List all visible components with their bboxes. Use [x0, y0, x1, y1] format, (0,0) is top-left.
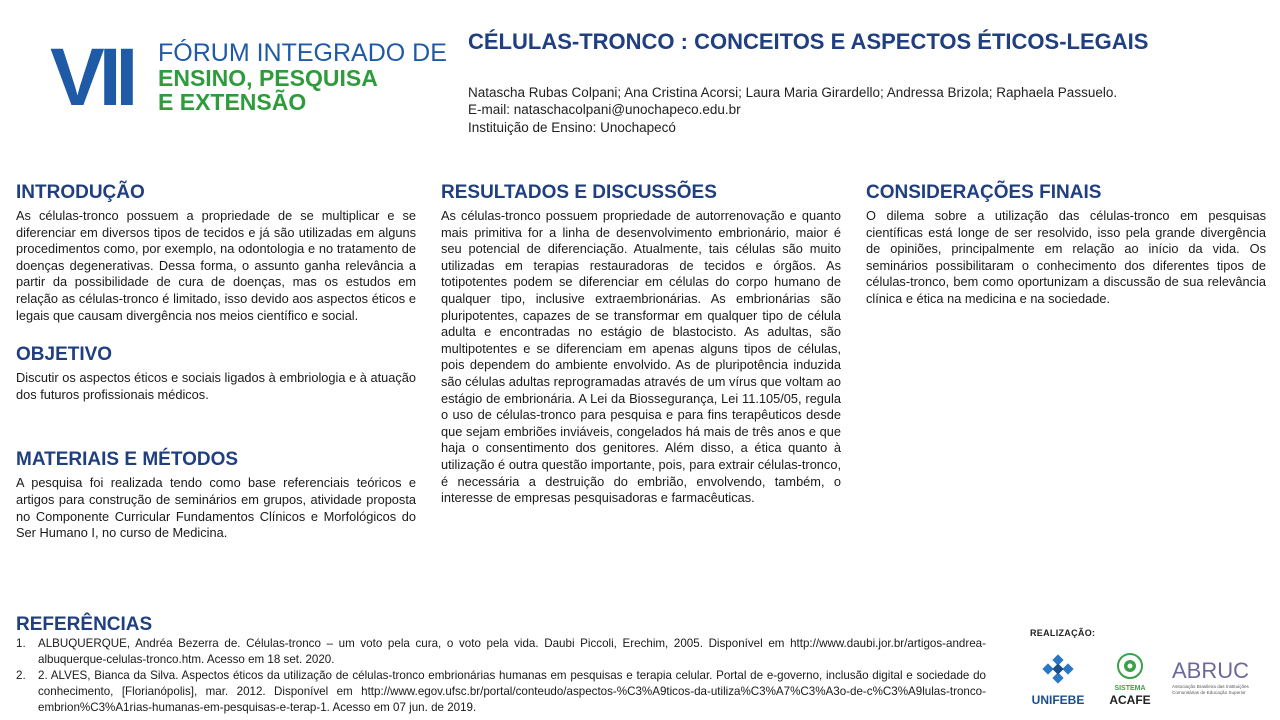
event-logo	[50, 32, 447, 123]
event-logo-line2: ENSINO, PESQUISA	[158, 65, 378, 91]
abruc-name: ABRUC	[1172, 658, 1250, 683]
section-body: O dilema sobre a utilização das células-tronco em pesquisas científicas está longe de ser resolvido, isso pela grande divergência de opiniões, principalmente em relação ao início da vida. Os seminários possibilitaram o conhecimento dos diferentes tipos de células-tronco, bem como oportunizam a discussão de sua relevância clínica e ética na medicina e na sociedade.	[866, 208, 1266, 306]
abruc-logo	[1172, 658, 1268, 708]
reference-item	[16, 668, 986, 716]
section-heading: OBJETIVO	[16, 344, 113, 366]
reference-number: 2.	[16, 669, 26, 682]
acafe-name: ACAFE	[1109, 693, 1151, 707]
middle-column	[441, 182, 841, 507]
section-heading: INTRODUÇÃO	[16, 182, 145, 203]
section-body: As células-tronco possuem propriedade de autorrenovação e quanto mais primitiva for a linha de desenvolvimento embrionário, maior é seu potencial de diferenciação. Atualmente, tais células são muito utilizadas em terapias restauradoras de tecidos e órgãos. As totipotentes podem se diferenciar em células do corpo humano de qualquer tipo, inclusive extraembrionárias. As embrionárias são pluripotentes, capazes de se transformar em qualquer tipo de célula adulta e encontradas no estágio de blastocisto. As adultas, são multipotentes e se diferenciam em apenas alguns tipos de células, pois dependem do ambiente envolvido. As de pluripotência induzida são células adultas reprogramadas através de um vírus que voltam ao estágio de embrionária. A Lei da Biossegurança, Lei 11.105/05, regula o uso de células-tronco para pesquisa e para fins terapêuticos desde que sejam embriões inviáveis, congelados há mais de três anos e que haja o consentimento dos genitores. Além disso, a ética quanto à utilização é outra questão importante, pois, para extrair células-tronco, é necessária a destruição do embrião, envolvendo, também, o interesse de empresas pesquisadoras e farmacêuticas.	[441, 208, 841, 506]
section-heading: CONSIDERAÇÕES FINAIS	[866, 182, 1102, 203]
reference-text: ALBUQUERQUE, Andréa Bezerra de. Células-tronco – um voto pela cura, o voto pela vida. Daubi Piccoli, Erechim, 2005. Disponível em http://www.daubi.jor.br/artigos-andrea-albuquerque-celulas-tronco.htm. Acesso em 18 set. 2020.	[38, 637, 986, 666]
reference-text: 2. ALVES, Bianca da Silva. Aspectos éticos da utilização de células-tronco embrionárias humanas em pesquisas e terapia celular. Portal de e-governo, inclusão digital e sociedade do conhecimento, [Florianópolis], mar. 2012. Disponível em http://www.egov.ufsc.br/portal/conteudo/aspectos-%C3%A9ticos-da-utiliza%C3%A7%C3%A3o-de-c%C3%A9lulas-tronco-embrion%C3%A1rias-humanas-em-pesquisas-e-terap-1. Acesso em 07 jun. de 2019.	[38, 669, 986, 714]
section-objective	[16, 344, 416, 403]
sponsor-label: REALIZAÇÃO:	[1030, 628, 1096, 638]
abruc-subtitle-1: Associação Brasileira das Instituições	[1172, 684, 1249, 689]
acafe-logo	[1102, 652, 1158, 707]
event-logo-roman: VII	[50, 32, 133, 123]
contact-email: E-mail: nataschacolpani@unochapeco.edu.br	[468, 102, 741, 117]
section-body: As células-tronco possuem a propriedade de se multiplicar e se diferenciar em diversos tipos de tecidos e já são utilizadas em alguns procedimentos como, por exemplo, na odontologia e no tratamento de doenças degenerativas. Dessa forma, o assunto ganha relevância a partir da possibilidade de cura de doenças, mas os estudos em relação as células-tronco é limitado, isso devido aos aspectos éticos e legais que causam divergência nos meios científico e social.	[16, 208, 416, 323]
section-conclusions	[866, 182, 1266, 308]
section-introduction	[16, 182, 416, 324]
acafe-prefix: SISTEMA	[1114, 685, 1146, 692]
poster-title: CÉLULAS-TRONCO : CONCEITOS E ASPECTOS ÉTICOS-LEGAIS	[468, 29, 1149, 54]
section-results	[441, 182, 841, 507]
section-heading: REFERÊNCIAS	[16, 614, 153, 635]
reference-item	[16, 636, 986, 668]
unifebe-logo	[1026, 654, 1090, 707]
abruc-subtitle-2: Comunitárias de Educação Superior	[1172, 690, 1246, 695]
reference-number: 1.	[16, 637, 26, 650]
author-list: Natascha Rubas Colpani; Ana Cristina Acorsi; Laura Maria Girardello; Andressa Brizola; Raphaela Passuelo.	[468, 85, 1118, 100]
section-heading: RESULTADOS E DISCUSSÕES	[441, 182, 717, 203]
unifebe-emblem-icon	[1026, 654, 1090, 688]
event-logo-line3: E EXTENSÃO	[158, 89, 307, 115]
left-column	[16, 182, 416, 542]
event-logo-line1: FÓRUM INTEGRADO DE	[158, 39, 447, 67]
section-heading: MATERIAIS E MÉTODOS	[16, 449, 239, 471]
acafe-emblem-icon	[1102, 652, 1158, 680]
section-body: A pesquisa foi realizada tendo como base referenciais teóricos e artigos para construção de seminários em grupos, atividade proposta no Componente Curricular Fundamentos Clínicos e Morfológicos do Ser Humano I, no curso de Medicina.	[16, 475, 416, 541]
institution: Instituição de Ensino: Unochapecó	[468, 120, 676, 135]
section-methods	[16, 449, 416, 541]
unifebe-name: UNIFEBE	[1031, 693, 1085, 707]
right-column	[866, 182, 1266, 308]
section-body: Discutir os aspectos éticos e sociais ligados à embriologia e à atuação dos futuros profissionais médicos.	[16, 370, 416, 402]
references-section	[16, 614, 986, 716]
